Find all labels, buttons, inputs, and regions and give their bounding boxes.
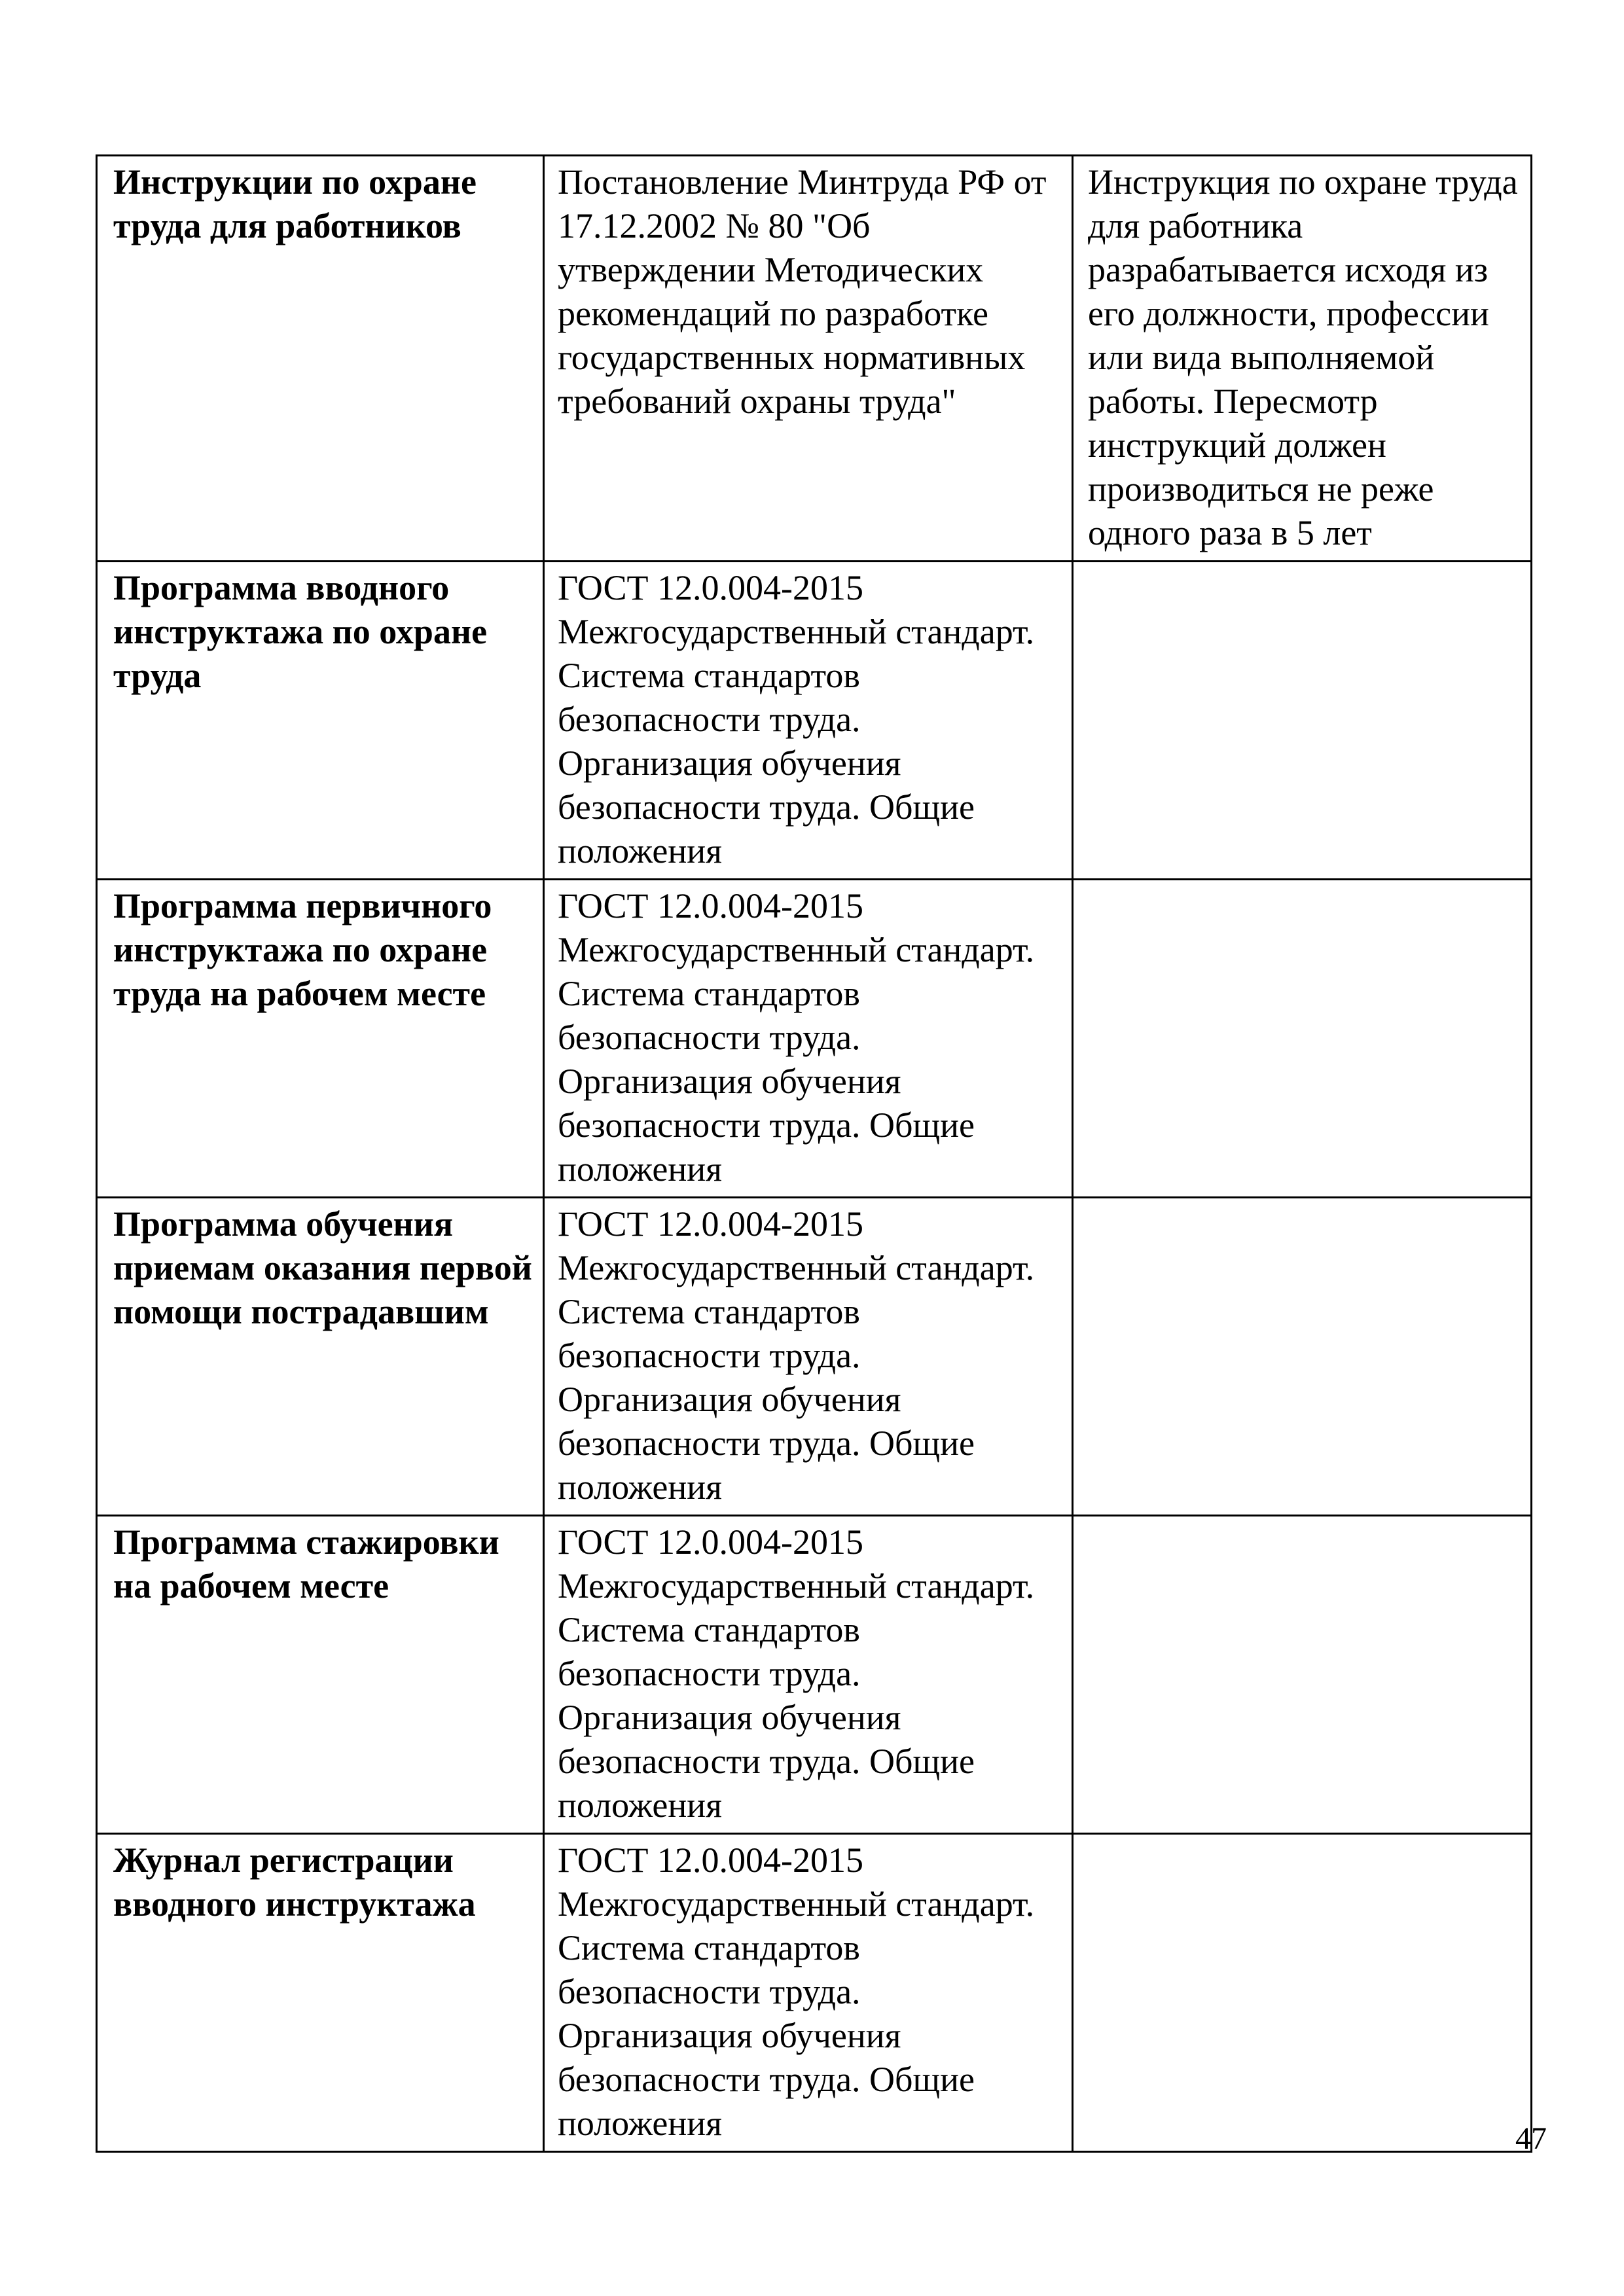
document-name: Программа обучения приемам оказания первой помощи пострадавшим [113,1204,532,1331]
note-cell [1073,1834,1532,2152]
note-cell [1073,1198,1532,1516]
note-cell [1073,1516,1532,1834]
regulatory-basis: ГОСТ 12.0.004-2015 Межгосударственный стандарт. Система стандартов безопасности труда. Организация обучения безопасности труда. Общие положения [558,1840,1035,2143]
document-table [96,154,1532,2153]
regulatory-basis: Постановление Минтруда РФ от 17.12.2002 № 80 "Об утверждении Методических рекомендаций по разработке государственных нормативных требований охраны труда" [558,162,1047,421]
table-row [97,1198,1532,1516]
document-name: Журнал регистрации вводного инструктажа [113,1840,476,1924]
document-name-cell [97,1834,544,2152]
regulatory-basis: ГОСТ 12.0.004-2015 Межгосударственный стандарт. Система стандартов безопасности труда. Организация обучения безопасности труда. Общие положения [558,568,1035,870]
regulatory-basis: ГОСТ 12.0.004-2015 Межгосударственный стандарт. Система стандартов безопасности труда. Организация обучения безопасности труда. Общие положения [558,1522,1035,1825]
document-name-cell [97,1516,544,1834]
document-name-cell [97,562,544,880]
document-name: Программа первичного инструктажа по охране труда на рабочем месте [113,886,492,1013]
note-cell [1073,156,1532,562]
regulatory-basis-cell [544,156,1073,562]
document-name-cell [97,1198,544,1516]
table-row [97,1516,1532,1834]
note-cell [1073,880,1532,1198]
page-number: 47 [1515,2121,1547,2156]
regulatory-basis-cell [544,1198,1073,1516]
regulatory-basis-cell [544,1834,1073,2152]
table-row [97,1834,1532,2152]
table-row [97,156,1532,562]
document-name: Программа вводного инструктажа по охране труда [113,568,488,695]
regulatory-basis-cell [544,880,1073,1198]
table-row [97,562,1532,880]
regulatory-basis: ГОСТ 12.0.004-2015 Межгосударственный стандарт. Система стандартов безопасности труда. Организация обучения безопасности труда. Общие положения [558,886,1035,1189]
document-name: Инструкции по охране труда для работников [113,162,477,245]
document-name-cell [97,156,544,562]
regulatory-basis-cell [544,1516,1073,1834]
note: Инструкция по охране труда для работника разрабатывается исходя из его должности, профессии или вида выполняемой работы. Пересмотр инструкций должен производиться не реже одного раза в 5 лет [1088,162,1518,552]
document-name: Программа стажировки на рабочем месте [113,1522,499,1605]
regulatory-basis: ГОСТ 12.0.004-2015 Межгосударственный стандарт. Система стандартов безопасности труда. Организация обучения безопасности труда. Общие положения [558,1204,1035,1507]
table-row [97,880,1532,1198]
note-cell [1073,562,1532,880]
document-name-cell [97,880,544,1198]
regulatory-basis-cell [544,562,1073,880]
